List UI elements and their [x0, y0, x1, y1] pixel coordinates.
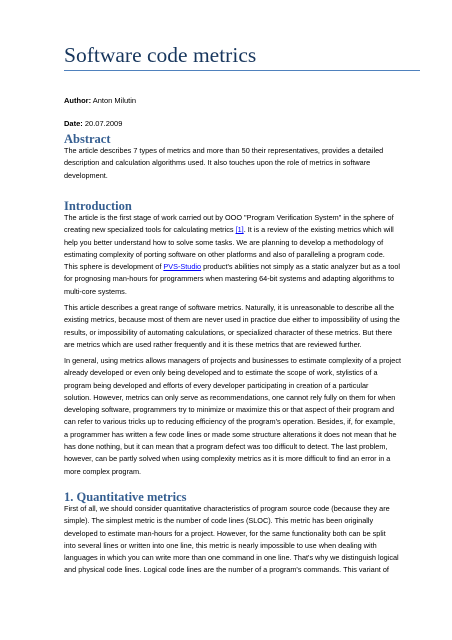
text-segment: creating new specialized tools for calculating metrics — [64, 225, 236, 235]
text-line: In general, using metrics allows managers of projects and businesses to estimate complexity of a project — [64, 356, 402, 365]
text-line: are metrics which are used rather frequently and it is these metrics that are reviewed further. — [64, 339, 362, 349]
author-name: Anton Milutin — [92, 96, 137, 105]
date-label: Date: — [64, 119, 83, 128]
introduction-heading: Introduction — [64, 199, 132, 213]
text-line: developed to estimate man-hours for a project. However, for the same functionality both can be split — [64, 528, 386, 538]
text-line: development. — [64, 170, 108, 180]
text-line: help you better understand how to solve some tasks. We are planning to develop a methodology of — [64, 237, 384, 247]
text-line: already developed or even only being developed and to estimate the scope of work, stylistics of a — [64, 368, 378, 378]
pvs-studio-link[interactable]: PVS-Studio — [163, 262, 202, 272]
text-line — [64, 224, 424, 236]
text-line: results, or impossibility of automating calculations, or specialized character of these metrics. But there — [64, 327, 393, 337]
text-line: multi-core systems. — [64, 286, 127, 296]
author-label: Author: — [64, 96, 92, 105]
document-title: Software code metrics — [64, 43, 257, 67]
text-line: and physical code lines. Logical code lines are the number of a program's commands. This variant of — [64, 565, 389, 575]
text-line: into several lines or written into one line, this metric is nearly impossible to use when dealing with — [64, 540, 377, 550]
text-line: simple). The simplest metric is the number of code lines (SLOC). This metric has been originally — [64, 516, 374, 526]
date-line — [64, 119, 122, 129]
introduction-paragraph-2 — [64, 302, 424, 351]
quantitative-metrics-heading: 1. Quantitative metrics — [64, 490, 187, 504]
text-line: existing metrics, because most of them are never used in practice due either to impossibility of using the — [64, 315, 400, 325]
text-segment: This sphere is development of — [64, 262, 164, 272]
text-line: developing software, programmers try to minimize or maximize this or that aspect of their program and — [64, 405, 395, 415]
text-line: estimating complexity of porting software on other platforms and also of paralleling a program code. — [64, 249, 385, 259]
text-line: more complex program. — [64, 466, 142, 476]
text-line: solution. However, metrics can only serve as recommendations, one cannot rely fully on them for when — [64, 392, 396, 402]
text-line — [64, 261, 424, 273]
text-line: has done nothing, but it can mean that a program defect was too difficult to detect. The last problem, — [64, 442, 388, 452]
introduction-paragraph-3 — [64, 355, 424, 478]
date-value: 20.07.2009 — [84, 119, 123, 128]
text-segment: product's abilities not simply as a static analyzer but as a tool — [201, 262, 401, 272]
abstract-paragraph — [64, 145, 424, 182]
text-line: description and calculation algorithms used. It also touches upon the role of metrics in software — [64, 158, 371, 168]
text-line: languages in which you can write more than one command in one line. That's why we distinguish logical — [64, 553, 399, 563]
abstract-heading: Abstract — [64, 132, 111, 146]
text-line: The article describes 7 types of metrics and more than 50 their representatives, provides a detailed — [64, 146, 384, 155]
reference-link-1[interactable]: [1] — [235, 225, 244, 235]
text-line: program being developed and efforts of every developer participating in creation of a particular — [64, 380, 369, 390]
text-line: for prognosing man-hours for programmers when mastering 64-bit systems and adapting algorithms to — [64, 274, 395, 284]
text-segment: . It is a review of the existing metrics which will — [243, 225, 394, 235]
text-line: however, can be partly solved when using complexity metrics as it is more difficult to find an error in a — [64, 454, 391, 464]
text-line: The article is the first stage of work carried out by OOO "Program Verification System" in the sphere of — [64, 213, 394, 222]
text-line: a programmer has written a few code lines or made some structure alterations it does not mean that he — [64, 429, 397, 439]
text-line: First of all, we should consider quantitative characteristics of program source code (because they are — [64, 504, 390, 513]
author-line — [64, 96, 136, 106]
quantitative-metrics-paragraph — [64, 503, 424, 577]
introduction-paragraph-1 — [64, 212, 424, 298]
text-line: This article describes a great range of software metrics. Naturally, it is unreasonable to describe all the — [64, 303, 394, 312]
text-line: can refer to various tricks up to reducing efficiency of the program's operation. Besides, if, for example, — [64, 417, 395, 427]
title-underline — [64, 70, 420, 71]
